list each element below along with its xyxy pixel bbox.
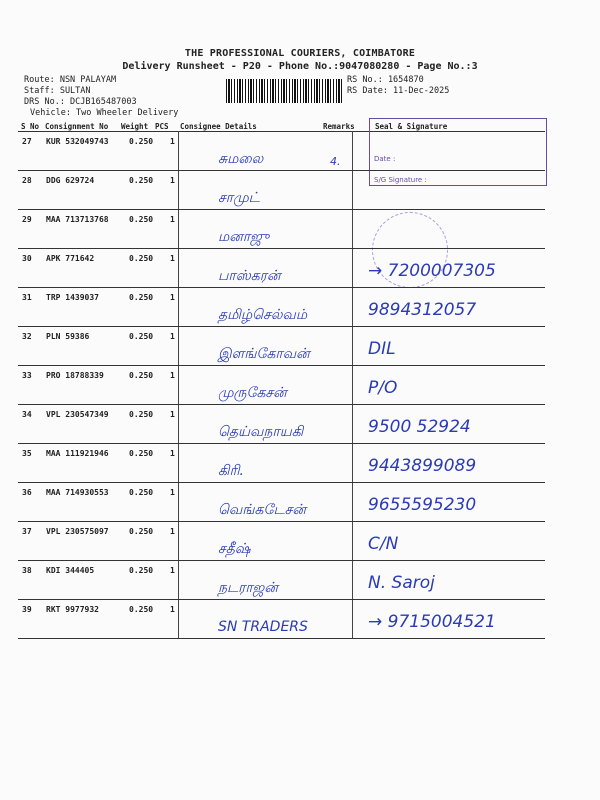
row-sno: 31 — [22, 293, 32, 302]
row-pcs: 1 — [170, 605, 175, 614]
runsheet-subtitle: Delivery Runsheet - P20 - Phone No.:9047080280 - Page No.:3 — [122, 61, 478, 72]
row-weight: 0.250 — [129, 449, 154, 458]
row-consignee-handwritten: பாஸ்கரன் — [218, 268, 281, 284]
row-consignee-handwritten: மனாஜு — [218, 229, 270, 245]
row-pcs: 1 — [170, 566, 175, 575]
row-consignment-no: MAA 111921946 — [46, 449, 109, 458]
table-row — [18, 288, 545, 327]
row-consignment-no: VPL 230547349 — [46, 410, 109, 419]
row-sno: 30 — [22, 254, 32, 263]
row-consignment-no: MAA 714930553 — [46, 488, 109, 497]
vehicle-label: Vehicle: Two Wheeler Delivery — [30, 108, 179, 118]
row-signature-handwritten: P/O — [368, 378, 398, 398]
col-seal-signature: Seal & Signature — [375, 122, 448, 131]
row-consignment-no: MAA 713713768 — [46, 215, 109, 224]
row-weight: 0.250 — [129, 488, 154, 497]
row-consignment-no: KDI 344405 — [46, 566, 95, 575]
row-signature-handwritten: DIL — [368, 339, 396, 359]
row-consignee-handwritten: கிரி. — [218, 463, 244, 479]
row-sno: 28 — [22, 176, 32, 185]
row-weight: 0.250 — [129, 254, 154, 263]
row-weight: 0.250 — [129, 176, 154, 185]
row-consignment-no: TRP 1439037 — [46, 293, 99, 302]
rs-number: RS No.: 1654870 — [347, 75, 424, 85]
row-sno: 27 — [22, 137, 32, 146]
row-pcs: 1 — [170, 488, 175, 497]
row-sno: 29 — [22, 215, 32, 224]
row-consignment-no: DDG 629724 — [46, 176, 95, 185]
row-consignee-handwritten: தமிழ்செல்வம் — [218, 307, 308, 323]
row-signature-handwritten: 9655595230 — [368, 495, 477, 515]
row-pcs: 1 — [170, 410, 175, 419]
table-row — [18, 249, 545, 288]
staff-label: Staff: SULTAN — [24, 86, 91, 96]
table-row — [18, 132, 545, 171]
col-remarks: Remarks — [323, 122, 355, 131]
row-pcs: 1 — [170, 293, 175, 302]
row-consignee-handwritten: SN TRADERS — [218, 619, 308, 635]
row-signature-handwritten: 9443899089 — [368, 456, 477, 476]
row-sno: 33 — [22, 371, 32, 380]
col-pcs: PCS — [155, 122, 169, 131]
row-weight: 0.250 — [129, 332, 154, 341]
table-row — [18, 366, 545, 405]
col-consignment: Consignment No — [45, 122, 109, 131]
row-weight: 0.250 — [129, 137, 154, 146]
row-consignee-handwritten: வெங்கடேசன் — [218, 502, 306, 518]
row-signature-handwritten: → 7200007305 — [368, 261, 496, 281]
row-pcs: 1 — [170, 332, 175, 341]
row-consignee-handwritten: நடராஜன் — [218, 580, 278, 596]
row-sno: 36 — [22, 488, 32, 497]
table-row — [18, 405, 545, 444]
row-sno: 32 — [22, 332, 32, 341]
row-signature-handwritten: 9894312057 — [368, 300, 477, 320]
row-pcs: 1 — [170, 137, 175, 146]
row-pcs: 1 — [170, 449, 175, 458]
row-consignee-handwritten: தெய்வநாயகி — [218, 424, 304, 440]
row-sno: 34 — [22, 410, 32, 419]
stamp-date-label: Date : — [374, 155, 396, 163]
row-consignment-no: KUR 532049743 — [46, 137, 109, 146]
table-row — [18, 483, 545, 522]
row-pcs: 1 — [170, 176, 175, 185]
row-weight: 0.250 — [129, 566, 154, 575]
company-title: THE PROFESSIONAL COURIERS, COIMBATORE — [184, 48, 416, 59]
row-pcs: 1 — [170, 215, 175, 224]
row-consignee-handwritten: சதீஷ் — [218, 541, 251, 557]
row-weight: 0.250 — [129, 527, 154, 536]
row-consignee-handwritten: முருகேசன் — [218, 385, 287, 401]
stamp-signature-label: S/G Signature : — [374, 176, 427, 184]
row-sno: 38 — [22, 566, 32, 575]
row-signature-handwritten: → 9715004521 — [368, 612, 496, 632]
rs-date: RS Date: 11-Dec-2025 — [347, 86, 450, 96]
row-pcs: 1 — [170, 527, 175, 536]
row-weight: 0.250 — [129, 605, 154, 614]
barcode-image — [226, 79, 342, 103]
row-signature-handwritten: C/N — [368, 534, 399, 554]
table-row — [18, 522, 545, 561]
table-row — [18, 171, 545, 210]
table-row — [18, 444, 545, 483]
row-weight: 0.250 — [129, 371, 154, 380]
row-sno: 39 — [22, 605, 32, 614]
route-label: Route: NSN PALAYAM — [24, 75, 117, 85]
col-consignee: Consignee Details — [180, 122, 257, 131]
row-sno: 35 — [22, 449, 32, 458]
table-row — [18, 327, 545, 366]
table-row — [18, 600, 545, 639]
drs-number: DRS No.: DCJB165487003 — [24, 97, 137, 107]
col-weight: Weight — [121, 122, 149, 131]
row-consignee-handwritten: சுமலை — [218, 151, 264, 167]
row-signature-handwritten: N. Saroj — [368, 573, 435, 593]
row-consignment-no: APK 771642 — [46, 254, 95, 263]
row-consignment-no: VPL 230575097 — [46, 527, 109, 536]
row-pcs: 1 — [170, 371, 175, 380]
table-row — [18, 561, 545, 600]
row-consignment-no: PLN 59386 — [46, 332, 90, 341]
row-weight: 0.250 — [129, 293, 154, 302]
row-consignment-no: PRO 18788339 — [46, 371, 104, 380]
row-rule — [18, 638, 545, 639]
row-consignee-handwritten: சாமுட் — [218, 190, 260, 206]
row-remark-handwritten: 4. — [330, 155, 341, 168]
row-signature-handwritten: 9500 52924 — [368, 417, 471, 437]
row-weight: 0.250 — [129, 215, 154, 224]
row-pcs: 1 — [170, 254, 175, 263]
row-consignment-no: RKT 9977932 — [46, 605, 99, 614]
row-weight: 0.250 — [129, 410, 154, 419]
table-row — [18, 210, 545, 249]
row-consignee-handwritten: இளங்கோவன் — [218, 346, 310, 362]
row-sno: 37 — [22, 527, 32, 536]
col-sno: S No — [21, 122, 40, 131]
